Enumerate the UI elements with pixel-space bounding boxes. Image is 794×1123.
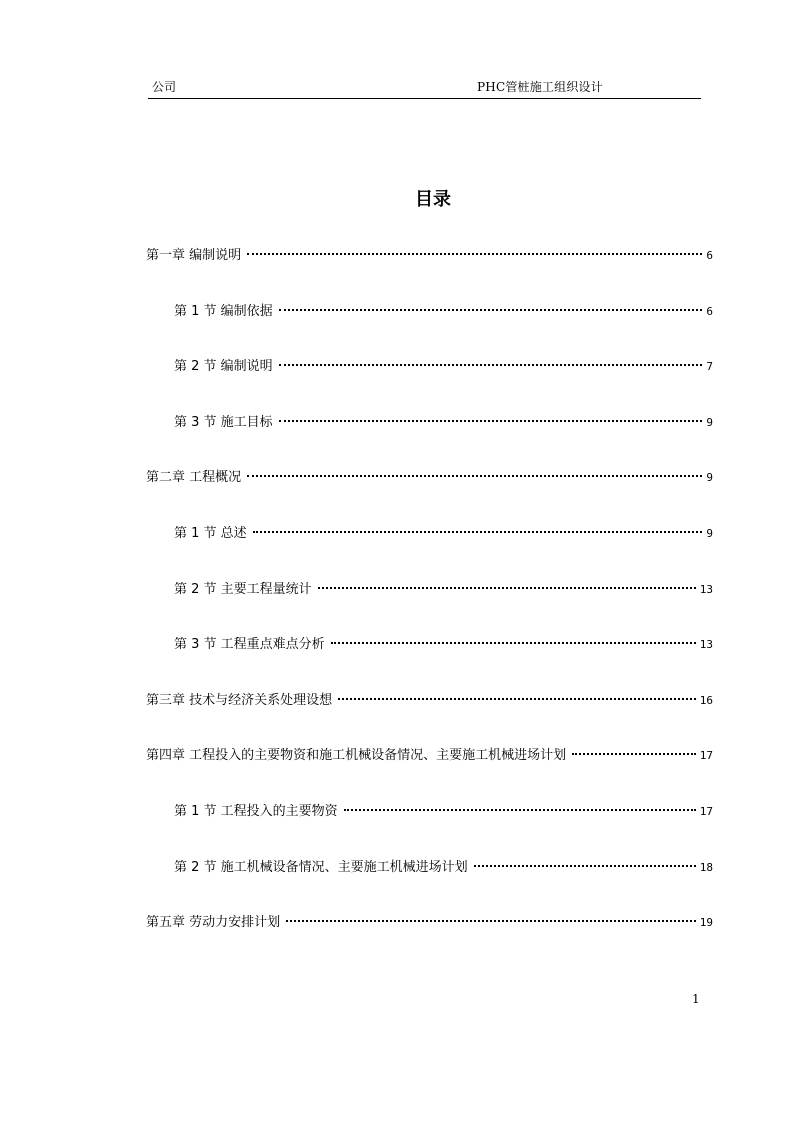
toc-entry-page-number: 9 <box>706 415 713 429</box>
toc-dot-leader <box>247 475 702 477</box>
toc-entry-page-number: 6 <box>706 304 713 318</box>
table-of-contents <box>146 246 713 969</box>
toc-entry-page-number: 16 <box>699 693 713 707</box>
toc-entry-label: 第 3 节 工程重点难点分析 <box>174 637 325 653</box>
toc-entry-chapter[interactable] <box>146 691 713 747</box>
toc-dot-leader <box>253 531 703 533</box>
toc-dot-leader <box>331 642 696 644</box>
toc-entry-page-number: 6 <box>706 249 713 262</box>
toc-dot-leader <box>344 809 696 811</box>
toc-entry-page-number: 9 <box>706 471 713 485</box>
toc-entry-page-number: 19 <box>699 916 713 930</box>
page-number: 1 <box>692 992 700 1006</box>
toc-dot-leader <box>318 587 696 589</box>
toc-entry-page-number: 13 <box>699 582 713 596</box>
toc-entry-section[interactable] <box>146 802 713 858</box>
toc-entry-chapter[interactable] <box>146 746 713 802</box>
toc-entry-page-number: 17 <box>699 749 713 763</box>
toc-entry-page-number: 7 <box>706 360 713 374</box>
toc-dot-leader <box>286 920 696 922</box>
toc-entry-section[interactable] <box>146 858 713 914</box>
toc-entry-label: 第一章 编制说明 <box>146 248 242 263</box>
toc-entry-chapter[interactable] <box>146 246 713 302</box>
toc-entry-section[interactable] <box>146 580 713 636</box>
toc-dot-leader <box>572 753 696 755</box>
toc-entry-section[interactable] <box>146 635 713 691</box>
toc-entry-label: 第 1 节 编制依据 <box>174 303 273 319</box>
toc-dot-leader <box>474 865 696 867</box>
toc-title: 目录 <box>415 189 451 210</box>
toc-entry-page-number: 18 <box>699 860 713 874</box>
toc-dot-leader <box>247 253 702 255</box>
toc-entry-section[interactable] <box>146 357 713 413</box>
toc-entry-section[interactable] <box>146 413 713 469</box>
header-document-title: PHC管桩施工组织设计 <box>477 80 603 94</box>
toc-entry-label: 第五章 劳动力安排计划 <box>146 915 281 931</box>
header-company: 公司 <box>152 80 177 94</box>
toc-entry-chapter[interactable] <box>146 913 713 969</box>
toc-entry-page-number: 13 <box>699 638 713 652</box>
toc-entry-label: 第 2 节 施工机械设备情况、主要施工机械进场计划 <box>174 859 468 875</box>
toc-entry-label: 第 3 节 施工目标 <box>174 414 273 430</box>
page-header <box>148 78 701 99</box>
toc-entry-section[interactable] <box>146 524 713 580</box>
toc-entry-section[interactable] <box>146 302 713 358</box>
toc-entry-page-number: 17 <box>699 804 713 818</box>
toc-entry-label: 第 2 节 主要工程量统计 <box>174 581 312 597</box>
toc-entry-label: 第 1 节 工程投入的主要物资 <box>174 803 338 819</box>
toc-entry-label: 第 1 节 总述 <box>174 525 247 541</box>
toc-dot-leader <box>279 420 703 422</box>
toc-entry-label: 第二章 工程概况 <box>146 470 242 486</box>
toc-dot-leader <box>338 698 696 700</box>
toc-entry-label: 第三章 技术与经济关系处理设想 <box>146 692 333 708</box>
toc-dot-leader <box>279 309 703 311</box>
toc-entry-page-number: 9 <box>706 526 713 540</box>
toc-dot-leader <box>279 364 703 366</box>
toc-entry-label: 第 2 节 编制说明 <box>174 359 273 375</box>
toc-entry-chapter[interactable] <box>146 468 713 524</box>
toc-entry-label: 第四章 工程投入的主要物资和施工机械设备情况、主要施工机械进场计划 <box>146 748 567 764</box>
